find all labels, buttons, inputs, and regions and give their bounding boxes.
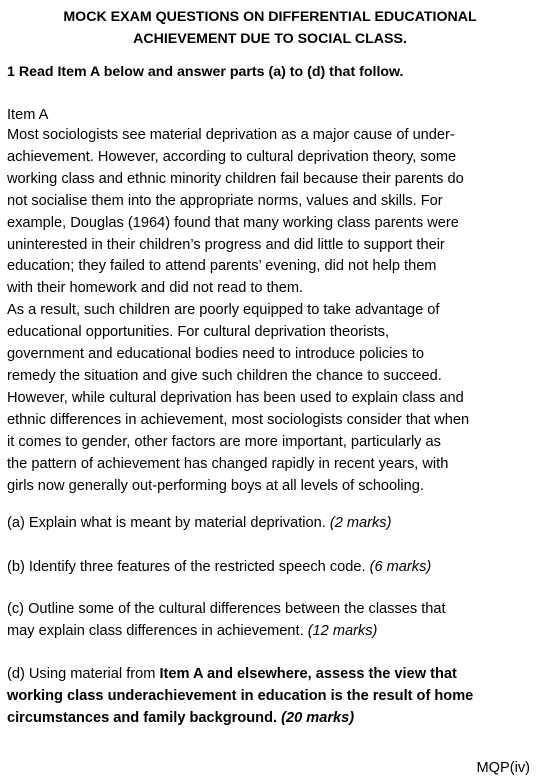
question-part-d xyxy=(7,664,537,730)
passage-line: girls now generally out-performing boys at all levels of schooling. xyxy=(7,477,424,494)
part-a-text: (a) Explain what is meant by material deprivation. xyxy=(7,515,330,531)
question-part-a xyxy=(7,513,537,535)
passage-line: example, Douglas (1964) found that many working class parents were xyxy=(7,214,459,231)
title-line-1: MOCK EXAM QUESTIONS ON DIFFERENTIAL EDUCATIONAL xyxy=(63,9,477,25)
passage-line: uninterested in their children’s progress and did little to support their xyxy=(7,236,445,253)
passage-line: achievement. However, according to cultural deprivation theory, some xyxy=(7,148,457,165)
question-part-c xyxy=(7,599,537,643)
part-d-prefix: (d) Using material from xyxy=(7,666,160,682)
passage-line: working class and ethnic minority children fail because their parents do xyxy=(7,170,464,187)
page-code-footer: MQP(iv) xyxy=(476,760,530,776)
passage-line: As a result, such children are poorly equipped to take advantage of xyxy=(7,302,440,319)
part-a-marks: (2 marks) xyxy=(329,515,392,531)
passage-line: Most sociologists see material deprivation as a major cause of under- xyxy=(7,127,455,143)
part-c-line-1: (c) Outline some of the cultural differences between the classes that xyxy=(7,601,446,617)
part-b-marks: (6 marks) xyxy=(369,559,432,575)
passage-line: it comes to gender, other factors are more important, particularly as xyxy=(7,433,441,450)
passage-line: government and educational bodies need to introduce policies to xyxy=(7,346,425,363)
passage-line: with their homework and did not read to them. xyxy=(7,280,304,297)
part-d-line-2: working class underachievement in education is the result of home xyxy=(7,687,474,704)
part-d-marks: (20 marks) xyxy=(281,709,355,726)
part-c-marks: (12 marks) xyxy=(307,622,378,639)
item-a-heading: Item A xyxy=(7,107,49,123)
part-d-line-3: circumstances and family background. xyxy=(7,709,282,726)
question-part-b xyxy=(7,557,537,579)
passage-line: ethnic differences in achievement, most sociologists consider that when xyxy=(7,411,470,428)
passage-line: However, while cultural deprivation has been used to explain class and xyxy=(7,389,464,406)
passage-line: not socialise them into the appropriate norms, values and skills. For xyxy=(7,192,443,209)
part-c-line-2: may explain class differences in achievement. xyxy=(7,622,308,639)
passage-line: education; they failed to attend parents’ evening, did not help them xyxy=(7,258,437,275)
question-1-instruction: 1 Read Item A below and answer parts (a) to (d) that follow. xyxy=(7,64,404,80)
page-title xyxy=(10,6,530,50)
passage-line: remedy the situation and give such children the chance to succeed. xyxy=(7,367,442,384)
passage-line: the pattern of achievement has changed rapidly in recent years, with xyxy=(7,455,449,472)
part-d-line-1-bold: Item A and elsewhere, assess the view that xyxy=(159,666,457,682)
passage-line: educational opportunities. For cultural deprivation theorists, xyxy=(7,324,390,341)
part-b-text: (b) Identify three features of the restricted speech code. xyxy=(7,559,370,575)
title-line-2: ACHIEVEMENT DUE TO SOCIAL CLASS. xyxy=(133,31,407,47)
item-a-passage xyxy=(7,125,537,497)
